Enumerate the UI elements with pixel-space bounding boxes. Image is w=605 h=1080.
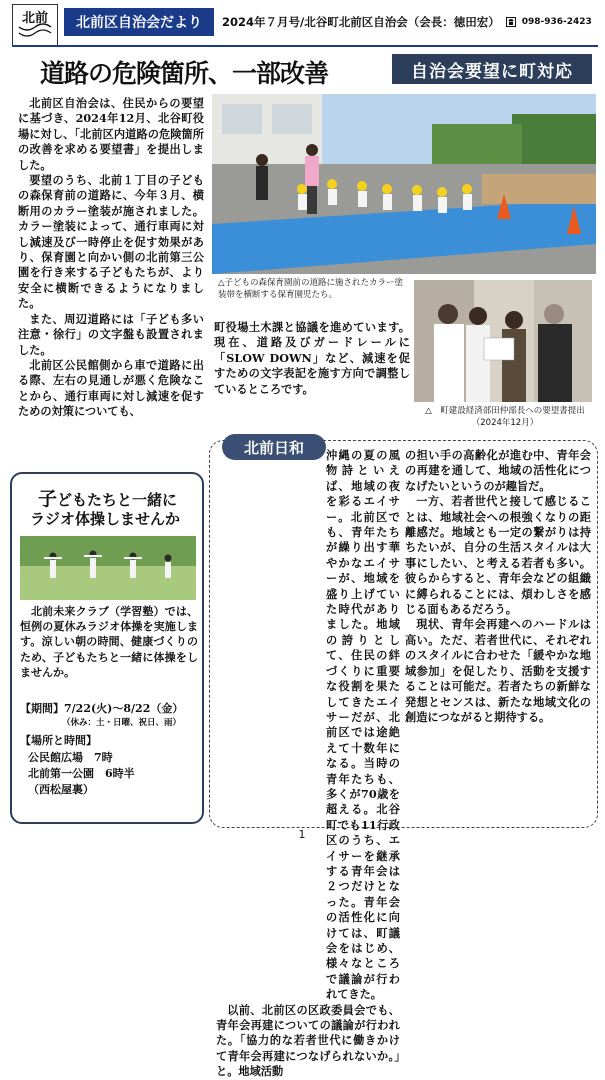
radio-place-item: 北前第一公園 6時半 <box>28 767 135 780</box>
column-paragraph: 以前、北前区の区政委員会でも、青年会再建についての議論が行われた。「協力的な若者世代に働きかけて青年会再建につなげられないか。」と。地域活動 <box>216 1002 400 1079</box>
newsletter-title: 北前区自治会だより <box>76 15 202 31</box>
article-paragraph: 北前区自治会は、住民からの要望に基づき、2024年12月、北谷町役場に対し、「北前区内道路の危険箇所の改善を求める要望書」を提出しました。 <box>18 96 204 172</box>
radio-place-item: 公民館広場 7時 <box>28 751 113 764</box>
phone-number: 098-936-2423 <box>521 17 592 27</box>
photo-petition-handover <box>414 280 592 402</box>
column-badge: 北前日和 <box>222 434 326 460</box>
column-paragraph: 沖縄の夏の風物詩といえば、地域の夜を彩るエイサー。北前区でも、青年たちが繰り出す華やかなエイサーが、地域を盛り上げていた時代がありました。地域の誇りとして、住民の絆づくりに重要な役割を果たしてきたエイサーだが、北前区では途絶えて十数年になる。当時の青年たちも、多くが70歳を超える。北谷町でも11行政区のうち、エイサーを継承する青年会は２つだけとなった。青年会の活性化に向けては、町議会をはじめ、様々なところで議論が行われてきた。 <box>326 448 400 1002</box>
radio-body <box>20 604 198 700</box>
article-paragraph: 町役場土木課と協議を進めています。現在、道路及びガードレールに「SLOW DOWN」など、減速を促すための文字表記を施す方向で調整しているところです。 <box>214 320 410 396</box>
header-divider <box>12 45 598 47</box>
issue-info <box>222 10 598 34</box>
page-number: 1 <box>298 828 306 841</box>
radio-places-list <box>28 750 198 798</box>
phone-icon <box>506 17 516 27</box>
column-left-text <box>216 448 400 1079</box>
column-paragraph: 一方、若者世代と接して感じることは、地域社会への根強くなりの距離感だ。地域とも一定の繋がりは持ちたいが、自分の生活スタイルは大事にしたい、と考える若者も多い。彼らからすると、青年会などの組織に縛られることには、煩わしさを感じる面もあるだろう。 <box>405 494 591 617</box>
column-right-text <box>405 448 591 826</box>
photo-radio-exercise <box>20 536 196 600</box>
article-paragraph: 北前区公民館側から車で道路に出る際、左右の見通しが悪く危険なことから、通行車両に対し減速を促すための対策についても、 <box>18 357 204 419</box>
photo-caption: △子どもの森保育園前の道路に施されたカラー塗装帯を横断する保育園児たち。 <box>218 278 404 300</box>
main-headline: 道路の危険箇所、一部改善 <box>40 59 329 88</box>
masthead-logo <box>12 4 58 46</box>
radio-holiday-note: （休み：土・日曜、祝日、雨） <box>62 718 182 728</box>
article-left-column <box>18 96 216 460</box>
sub-headline: 自治会要望に町対応 <box>392 54 592 84</box>
column-paragraph: 現状、青年会再建へのハードルは高い。ただ、若者世代に、それぞれのスタイルに合わせた「緩やかな地域参加」を促したり、活動を支援することは可能だ。若者たちの新鮮な発想とセンスは、新たな地域文化の創造につながると期待する。 <box>405 617 591 724</box>
radio-title-rest: どもたちと一緒に <box>57 491 178 509</box>
radio-title-line1 <box>38 484 198 511</box>
radio-place-heading: 【場所と時間】 <box>20 734 97 747</box>
radio-title-first-char: 子 <box>38 488 58 510</box>
radio-body-paragraph: 北前未来クラブ（学習塾）では、恒例の夏休みラジオ体操を実施します。涼しい朝の時間、健康づくりのため、子どもたちと一緒に体操をしませんか。 <box>20 605 198 679</box>
article-paragraph: 要望のうち、北前１丁目の子どもの森保育前の道路に、今年３月、横断用のカラー塗装が施されました。カラー塗装によって、通行車両に対し減速及び一時停止を促す効果があり、保育園と向かい側の北前第三公園を行き来する子どもたちが、より安全に横断できるようになりました。 <box>18 173 204 311</box>
article-paragraph: また、周辺道路には「子ども多い 注意・徐行」の文字盤も設置されました。 <box>18 311 216 357</box>
article-continuation <box>214 320 410 410</box>
issue-date-publisher: 2024年７月号/北谷町北前区自治会（会長：徳田宏） <box>222 15 500 29</box>
radio-period: 【期間】7/22(火)～8/22（金） <box>20 702 184 715</box>
radio-place-item: （西松屋裏） <box>28 783 94 796</box>
column-paragraph: の担い手の高齢化が進む中、青年会の再建を通して、地域の活性化につなげたいというのが趣旨だ。 <box>405 448 591 493</box>
newsletter-title-bar <box>64 8 214 36</box>
photo-caption: △ 町建設経済部田仲部長への要望書提出（2024年12月） <box>425 406 585 428</box>
radio-title-line2: ラジオ体操しませんか <box>30 510 181 528</box>
photo-children-crossing <box>212 94 596 274</box>
logo-mark <box>15 7 55 43</box>
svg-text:北前: 北前 <box>21 11 49 26</box>
